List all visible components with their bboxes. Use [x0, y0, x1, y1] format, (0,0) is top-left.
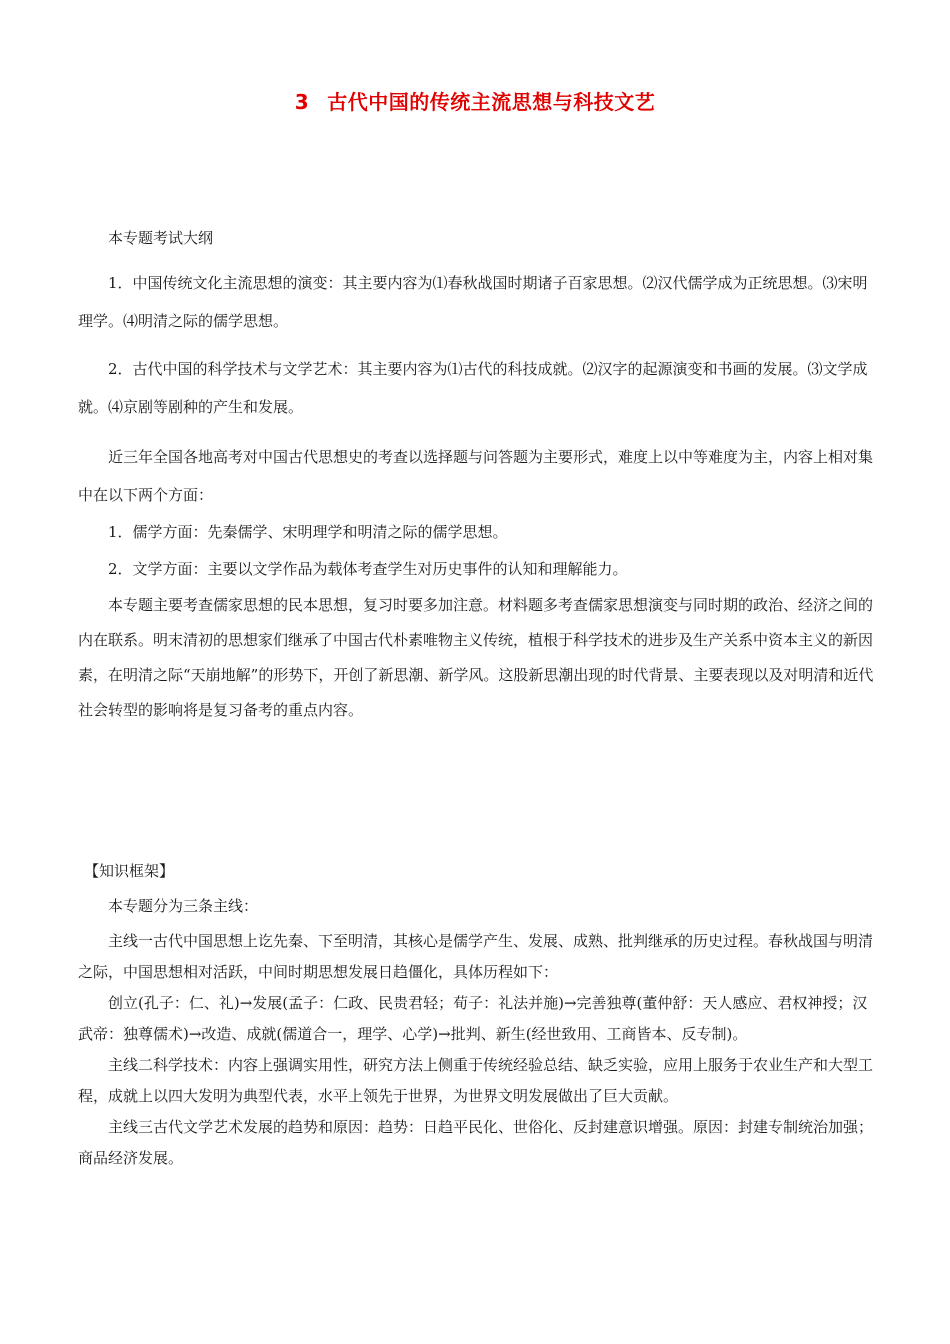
outline-item: 2．古代中国的科学技术与文学艺术：其主要内容为⑴古代的科技成就。⑵汉字的起源演变和书画的发展。⑶文学成就。⑷京剧等剧种的产生和发展。: [78, 360, 868, 416]
outline-item: 1．中国传统文化主流思想的演变：其主要内容为⑴春秋战国时期诸子百家思想。⑵汉代儒学成为正统思想。⑶宋明理学。⑷明清之际的儒学思想。: [78, 274, 868, 330]
framework-line: 主线三古代文学艺术发展的趋势和原因：趋势：日趋平民化、世俗化、反封建意识增强。原因：封建专制统治加强；商品经济发展。: [78, 1118, 874, 1167]
title-number: 3: [294, 90, 310, 114]
framework-line: 主线二科学技术：内容上强调实用性，研究方法上侧重于传统经验总结、缺乏实验，应用上服务于农业生产和大型工程，成就上以四大发明为典型代表，水平上领先于世界，为世界文明发展做出了巨大贡献。: [78, 1056, 874, 1105]
exam-point: 2．文学方面：主要以文学作品为载体考查学生对历史事件的认知和理解能力。: [108, 560, 628, 578]
outline-heading: 本专题考试大纲: [108, 229, 214, 247]
exam-point: 1．儒学方面：先秦儒学、宋明理学和明清之际的儒学思想。: [108, 523, 508, 541]
knowledge-framework-section: [78, 856, 878, 1174]
framework-line: 主线一古代中国思想上讫先秦、下至明清，其核心是儒学产生、发展、成熟、批判继承的历史过程。春秋战国与明清之际，中国思想相对活跃，中间时期思想发展日趋僵化，具体历程如下：: [78, 932, 874, 981]
exam-analysis-section: [78, 438, 878, 728]
exam-outline-section: [78, 222, 878, 426]
focus-paragraph: 本专题主要考查儒家思想的民本思想，复习时要多加注意。材料题多考查儒家思想演变与同时期的政治、经济之间的内在联系。明末清初的思想家们继承了中国古代朴素唯物主义传统，植根于科学技术的进步及生产关系中资本主义的新因素，在明清之际“天崩地解”的形势下，开创了新思潮、新学风。这股新思潮出现的时代背景、主要表现以及对明清和近代社会转型的影响将是复习备考的重点内容。: [78, 596, 874, 719]
framework-heading: 【知识框架】: [84, 862, 175, 880]
exam-intro: 近三年全国各地高考对中国古代思想史的考查以选择题与问答题为主要形式，难度上以中等难度为主，内容上相对集中在以下两个方面：: [78, 448, 874, 504]
framework-intro: 本专题分为三条主线：: [108, 897, 259, 915]
page-title: [0, 88, 950, 116]
title-text: 古代中国的传统主流思想与科技文艺: [327, 90, 656, 114]
framework-line: 创立(孔子：仁、礼)→发展(孟子：仁政、民贵君轻；荀子：礼法并施)→完善独尊(董仲舒：天人感应、君权神授；汉武帝：独尊儒术)→改造、成就(儒道合一，理学、心学)→批判、新生(经世致用、工商皆本、反专制)。: [78, 994, 868, 1043]
